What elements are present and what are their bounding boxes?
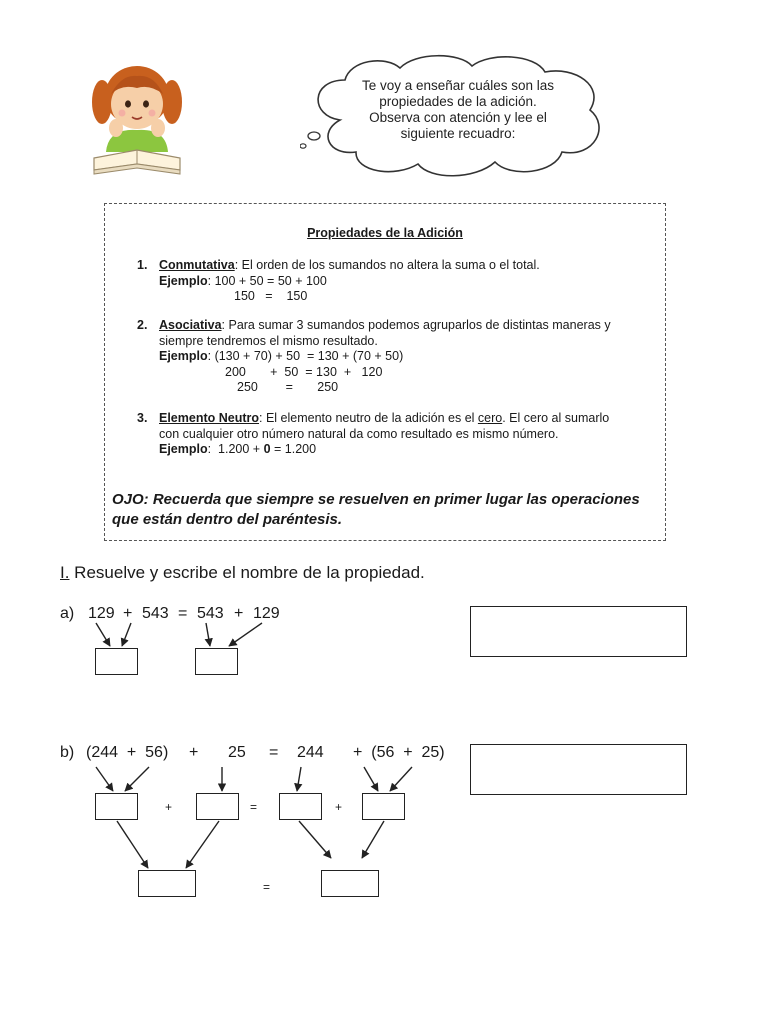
property-name: Elemento Neutro: [159, 411, 260, 425]
example-line: = 1.200: [270, 442, 317, 456]
expr-term: 25: [228, 744, 246, 761]
expr-term: 543: [142, 605, 169, 622]
expr-term: +: [234, 605, 244, 622]
expr-term: (244 + 56): [86, 744, 169, 761]
example-label: Ejemplo: [159, 349, 208, 363]
property-description-highlight: cero: [477, 411, 503, 425]
ojo-line: OJO: Recuerda que siempre se resuelven en primer lugar las operaciones: [112, 491, 640, 508]
property-number: 1.: [137, 258, 148, 272]
example-label: Ejemplo: [159, 442, 208, 456]
right-eye: [143, 100, 149, 107]
arrow: [96, 623, 110, 646]
property-number: 3.: [137, 411, 148, 425]
left-eye: [125, 100, 131, 107]
example-line: 200 + 50 = 130 + 120: [225, 364, 383, 379]
example-line: 250 = 250: [237, 380, 339, 394]
property-description: : El elemento neutro de la adición es el: [259, 411, 478, 425]
arrow: [125, 767, 149, 791]
expr-term: =: [269, 744, 279, 761]
speech-line: propiedades de la adición.: [379, 94, 537, 109]
property-description: : Para sumar 3 sumandos podemos agruparlos de distintas maneras y: [221, 318, 611, 332]
arrow: [364, 767, 378, 791]
answer-input-a-left[interactable]: [95, 648, 138, 675]
example-line: : 1.200 +: [207, 442, 264, 456]
example-line: : 100 + 50 = 50 + 100: [207, 273, 327, 288]
expr-term: +: [123, 605, 133, 622]
arrow: [206, 623, 210, 646]
property-description: con cualquier otro número natural da como resultado es mismo número.: [159, 426, 559, 441]
arrow: [297, 767, 301, 791]
operator: +: [335, 800, 343, 814]
ojo-line: que están dentro del paréntesis.: [112, 511, 343, 528]
example-line: 150 = 150: [234, 289, 308, 303]
arrow: [299, 821, 331, 858]
answer-input-b3[interactable]: [279, 793, 322, 820]
property-asociativa: [137, 318, 657, 398]
example-line: : (130 + 70) + 50 = 130 + (70 + 50): [207, 349, 404, 363]
property-name: Conmutativa: [159, 258, 235, 272]
answer-input-b-right-total[interactable]: [321, 870, 379, 897]
expr-term: =: [178, 605, 188, 622]
property-name: Asociativa: [159, 318, 222, 332]
answer-input-b1[interactable]: [95, 793, 138, 820]
expr-term: +: [189, 744, 199, 761]
arrow: [186, 821, 219, 868]
expr-term: 244: [297, 744, 324, 761]
section-number: I.: [60, 563, 70, 582]
answer-input-b2[interactable]: [196, 793, 239, 820]
girl-reading-illustration: [92, 62, 182, 180]
exercise-a-label: a): [60, 605, 75, 622]
property-description: : El orden de los sumandos no altera la suma o el total.: [234, 258, 540, 272]
property-conmutativa: [137, 258, 657, 308]
instruction-text: Resuelve y escribe el nombre de la propiedad.: [69, 563, 425, 582]
arrow: [362, 821, 384, 858]
property-number: 2.: [137, 318, 148, 332]
properties-title: Propiedades de la Adición: [307, 226, 463, 240]
example-zero: 0: [263, 442, 271, 456]
expr-term: + (56 + 25): [353, 744, 445, 761]
operator: =: [250, 800, 258, 814]
example-label: Ejemplo: [159, 273, 208, 288]
expr-term: 129: [88, 605, 115, 622]
answer-input-b-left-total[interactable]: [138, 870, 196, 897]
answer-input-b4[interactable]: [362, 793, 405, 820]
speech-line: siguiente recuadro:: [400, 126, 516, 141]
exercise-instruction: [60, 563, 425, 583]
arrow: [390, 767, 412, 791]
arrow: [122, 623, 131, 646]
speech-line: Observa con atención y lee el: [369, 110, 547, 125]
property-name-input-a[interactable]: [470, 606, 687, 657]
speech-bubble-text: [336, 78, 580, 142]
answer-input-a-right[interactable]: [195, 648, 238, 675]
arrow: [96, 767, 113, 791]
expr-term: 543: [197, 605, 224, 622]
ojo-note: [112, 490, 662, 530]
operator: +: [165, 800, 173, 814]
property-name-input-b[interactable]: [470, 744, 687, 795]
operator: =: [263, 880, 271, 894]
exercise-b-label: b): [60, 744, 75, 761]
property-description: siempre tendremos el mismo resultado.: [159, 333, 378, 348]
property-description: . El cero al sumarlo: [502, 411, 610, 425]
expr-term: 129: [253, 605, 280, 622]
arrow: [229, 623, 262, 646]
property-elemento-neutro: [137, 411, 657, 461]
arrow: [117, 821, 148, 868]
speech-line: Te voy a enseñar cuáles son las: [361, 78, 555, 93]
